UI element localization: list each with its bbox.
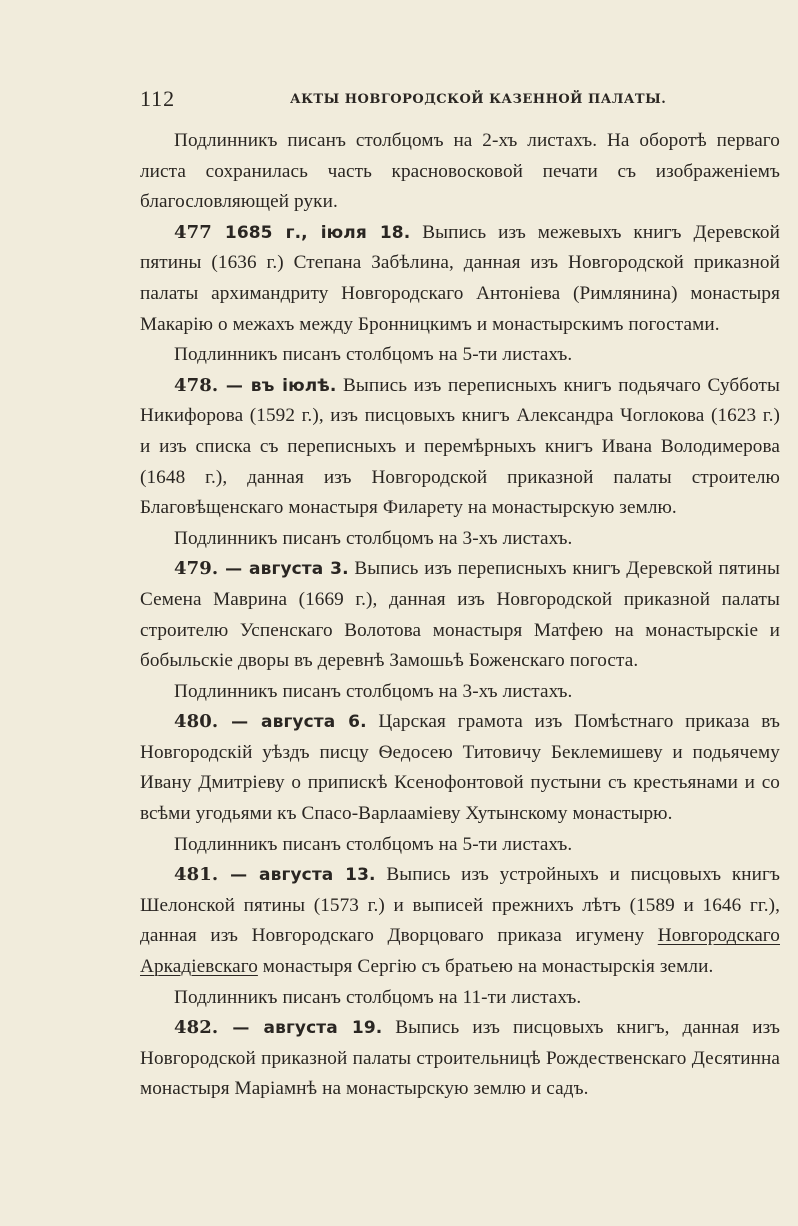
entry-date: — августа 19.: [218, 1018, 383, 1039]
entry-date: — августа 6.: [218, 712, 367, 733]
entry-number: 478.: [174, 374, 219, 396]
entry-text: Выпись изъ устройныхъ и писцовыхъ книгъ Шелонской пятины (1573 г.) и выписей прежнихъ лѣтъ (1589 и 1646 гг.), данная изъ Новгородскаго Дворцоваго приказа игумену: [140, 864, 780, 947]
running-head: АКТЫ НОВГОРОДСКОЙ КАЗЕННОЙ ПАЛАТЫ.: [290, 92, 667, 107]
entry-number: 482.: [174, 1017, 219, 1039]
page-number: 112: [140, 86, 176, 111]
entry-note: Подлинникъ писанъ столбцомъ на 5-ти листахъ.: [174, 833, 573, 855]
body-text: [140, 126, 780, 1105]
entry-479: [140, 554, 780, 676]
entry-text: Выпись изъ писцовыхъ книгъ, данная изъ Новгородской приказной палаты строительницѣ Рождественскаго Десятинна монастыря Марiамнѣ на монастырскую землю и садъ.: [140, 1017, 780, 1100]
entry-date: — августа 13.: [218, 865, 376, 886]
page-header: [140, 86, 780, 116]
entry-text: Выпись изъ переписныхъ книгъ Деревской пятины Семена Маврина (1669 г.), данная изъ Новгородской приказной палаты строителю Успенскаго Волотова монастыря Матфею на монастырскiе и бобыльскiе дворы въ деревнѣ Замошьѣ Боженскаго погоста.: [140, 558, 781, 672]
entry-text: Царская грамота изъ Помѣстнаго приказа въ Новгородскiй уѣздъ писцу Ѳедосею Титовичу Беклемишеву и подьячему Ивану Дмитрiеву о припискѣ Ксенофонтовой пустыни съ крестьянами и со всѣми угодьями къ Спасо-Варлаамiеву Хутынскому монастырю.: [140, 711, 780, 825]
entry-note: Подлинникъ писанъ столбцомъ на 5-ти листахъ.: [174, 344, 573, 366]
intro-note: Подлинникъ писанъ столбцомъ на 2-хъ листахъ. На оборотѣ перваго листа сохранилась часть красновосковой печати съ изображенiемъ благословляющей руки.: [140, 130, 780, 213]
entry-481: [140, 860, 780, 982]
entry-number: 480.: [174, 711, 219, 733]
entry-note: Подлинникъ писанъ столбцомъ на 3-хъ листахъ.: [174, 680, 573, 702]
entry-number: 477: [174, 221, 212, 243]
entry-482: [140, 1013, 780, 1105]
entry-date: 1685 г., iюля 18.: [211, 222, 411, 243]
entry-number: 479.: [174, 558, 219, 580]
underlined-text: Новгородскаго Аркадiевскаго: [140, 925, 780, 978]
entry-number: 481.: [174, 864, 219, 886]
entry-text: монастыря Сергiю съ братьею на монастырскiя земли.: [257, 956, 714, 978]
entry-note: Подлинникъ писанъ столбцомъ на 11-ти листахъ.: [174, 986, 582, 1008]
entry-note: Подлинникъ писанъ столбцомъ на 3-хъ листахъ.: [174, 527, 573, 549]
entry-text: Выпись изъ межевыхъ книгъ Деревской пятины (1636 г.) Степана Забѣлина, данная изъ Новгородской приказной палаты архимандриту Новгородскаго Антонiева (Римлянина) монастыря Макарiю о межахъ между Бронницкимъ и монастырскимъ погостами.: [140, 221, 780, 335]
entry-text: Выпись изъ переписныхъ книгъ подьячаго Субботы Никифорова (1592 г.), изъ писцовыхъ книгъ Александра Чоглокова (1623 г.) и изъ списка съ переписныхъ и перемѣрныхъ книгъ Ивана Володимерова (1648 г.), данная изъ Новгородской приказной палаты строителю Благовѣщенскаго монастыря Филарету на монастырскую землю.: [140, 374, 780, 519]
entry-477: [140, 218, 780, 340]
entry-date: — въ iюлѣ.: [218, 375, 337, 396]
entry-date: — августа 3.: [218, 559, 349, 580]
entry-478: [140, 371, 780, 524]
entry-480: [140, 707, 780, 829]
